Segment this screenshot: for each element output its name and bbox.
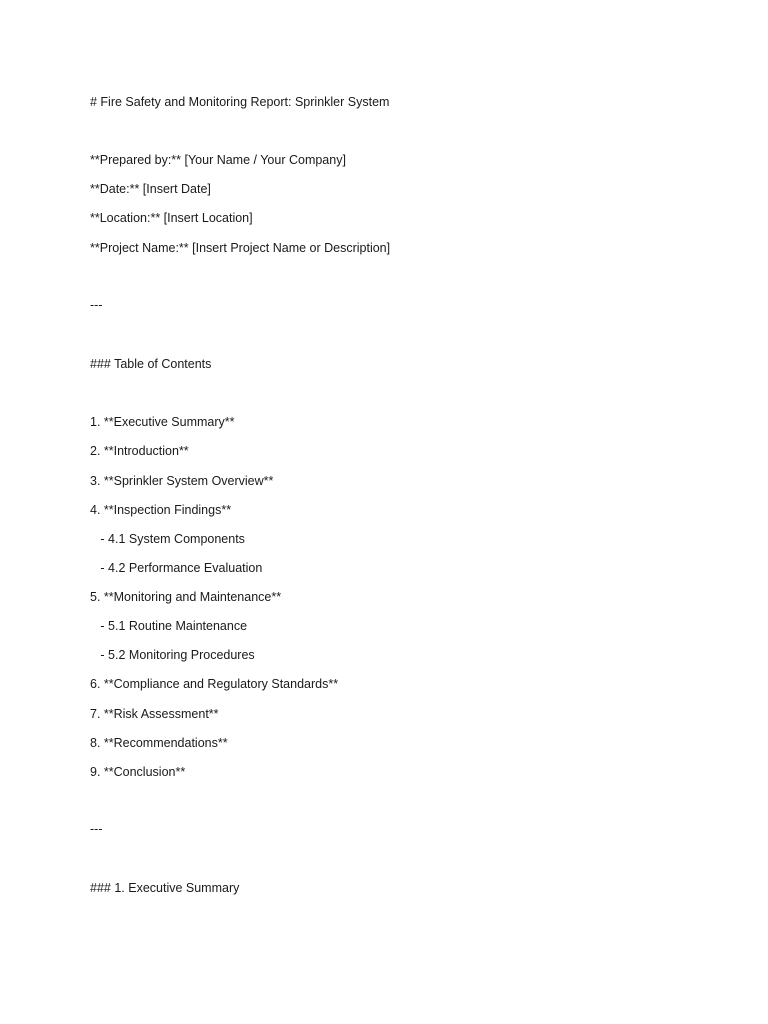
date-line: **Date:** [Insert Date] [90,182,211,196]
toc-subitem: - 4.1 System Components [90,532,245,546]
toc-item: 8. **Recommendations** [90,736,228,750]
toc-item: 4. **Inspection Findings** [90,503,232,517]
toc-subitem: - 5.1 Routine Maintenance [90,619,248,633]
project-name-line: **Project Name:** [Insert Project Name or Description] [90,241,391,255]
toc-item: 1. **Executive Summary** [90,415,235,429]
toc-item: 7. **Risk Assessment** [90,707,219,721]
toc-heading: ### Table of Contents [90,357,212,371]
document-title: # Fire Safety and Monitoring Report: Sprinkler System [90,95,390,109]
toc-item: 2. **Introduction** [90,444,189,458]
toc-subitem: - 4.2 Performance Evaluation [90,561,263,575]
location-line: **Location:** [Insert Location] [90,211,253,225]
section-heading: ### 1. Executive Summary [90,881,240,895]
separator: --- [90,298,103,312]
toc-item: 3. **Sprinkler System Overview** [90,474,274,488]
toc-item: 5. **Monitoring and Maintenance** [90,590,282,604]
toc-item: 6. **Compliance and Regulatory Standards** [90,677,339,691]
toc-subitem: - 5.2 Monitoring Procedures [90,648,255,662]
toc-item: 9. **Conclusion** [90,765,186,779]
prepared-by-line: **Prepared by:** [Your Name / Your Company] [90,153,346,167]
separator: --- [90,822,103,836]
